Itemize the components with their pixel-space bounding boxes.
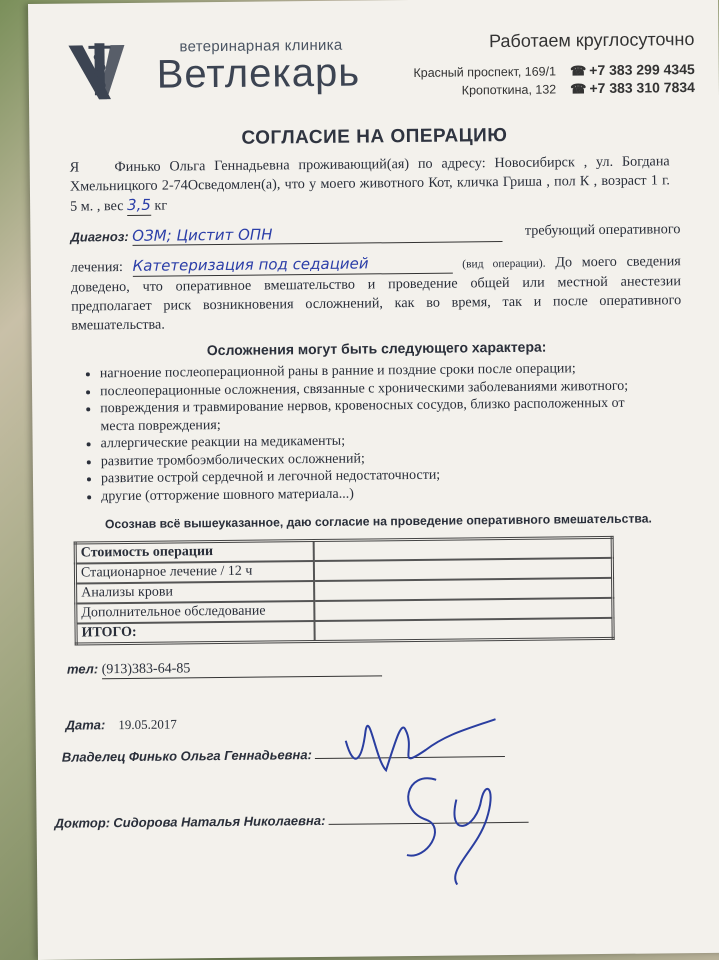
text: Я: [69, 159, 80, 176]
date-label: Дата:: [65, 717, 106, 733]
treatment-paragraph: [71, 251, 682, 335]
text: пол: [553, 173, 576, 190]
date-line: [65, 716, 176, 733]
phone-2: [570, 79, 695, 97]
phone-label: тел:: [66, 661, 99, 677]
owner-name: Финько Ольга Геннадьевна:: [128, 747, 312, 764]
risk-text: До моего сведения доведено, что оперативное вмешательство и проведение общей или местной анестезии предполагает риск возникновения осложнений, как во время, так и после оперативного вмешательства.: [70, 253, 682, 334]
owner-name-field: Финько Ольга Геннадьевна: [114, 157, 290, 176]
telephone-icon: ☎: [569, 63, 587, 79]
table-cell: Дополнительное обследование: [76, 601, 315, 623]
address-text: Кропоткина, 132: [461, 81, 557, 97]
list-item: • развитие тромбоэмболических осложнений;: [101, 447, 661, 470]
clinic-address-2: [462, 79, 695, 98]
complications-title: Осложнения могут быть следующего характера:: [206, 338, 547, 359]
table-cell: [314, 618, 613, 642]
address-field: Новосибирск , ул. Богдана Хмельницкого 2-74: [69, 153, 670, 195]
list-item: • развитие острой сердечной и легочной недостаточности;: [101, 464, 661, 487]
diagnosis-line: [70, 221, 680, 246]
phone-field: (913)383-64-85: [102, 659, 382, 679]
cost-table: [74, 536, 615, 646]
telephone-icon: ☎: [570, 81, 587, 97]
list-item: • повреждения и травмирование нервов, кровеносных сосудов, близко расположенных от места повреждения;: [100, 394, 660, 435]
table-cell: Стоимость операции: [75, 541, 314, 564]
operation-type-field: Катетеризация под седацией: [132, 254, 452, 277]
clinic-address-1: [413, 61, 694, 81]
date-field: 19.05.2017: [118, 716, 177, 733]
diagnosis-label: Диагноз:: [70, 228, 129, 245]
phone-number: +7 383 299 4345: [589, 61, 695, 79]
clinic-subtitle: ветеринарная клиника: [179, 36, 343, 56]
table-cell: Стационарное лечение / 12 ч: [75, 561, 314, 583]
list-item: • послеоперационные осложнения, связанные с хроническими заболеваниями животного;: [100, 377, 660, 400]
text: проживающий(ая) по адресу:: [298, 155, 486, 174]
text: кличка: [456, 174, 499, 191]
clinic-name: Ветлекарь: [156, 50, 361, 97]
phone-line: [67, 658, 382, 679]
table-cell: ИТОГО:: [76, 621, 315, 644]
animal-field: Кот,: [428, 174, 453, 191]
clinic-logo-icon: [64, 37, 155, 108]
list-item: • аллергические реакции на медикаменты;: [101, 429, 661, 452]
doctor-label: Доктор:: [54, 815, 111, 831]
age-field: 1 г. 5 м. ,: [70, 172, 670, 215]
consent-paragraph: [70, 152, 671, 216]
doctor-signature-icon: [386, 759, 507, 890]
operation-type-label: (вид операции).: [462, 257, 546, 271]
table-cell: Анализы крови: [76, 581, 315, 603]
consent-form-sheet: [28, 0, 719, 960]
document-title: СОГЛАСИЕ НА ОПЕРАЦИЮ: [241, 124, 508, 149]
working-hours: Работаем круглосуточно: [488, 29, 695, 52]
text: вес: [103, 198, 124, 215]
text: возраст: [601, 172, 647, 190]
complications-list: [84, 359, 661, 505]
phone-number: +7 383 310 7834: [589, 79, 695, 97]
address-text: Красный проспект, 169/1: [413, 63, 557, 80]
weight-field: 3,5: [126, 195, 151, 214]
nickname-field: Гриша ,: [502, 173, 550, 191]
doctor-name: Сидорова Наталья Николаевна:: [113, 812, 326, 831]
owner-label: Владелец: [61, 749, 126, 765]
text: требующий оперативного: [524, 221, 681, 239]
text: лечения:: [70, 259, 123, 276]
list-item: • нагноение послеоперационной раны в ранние и поздние сроки после операции;: [100, 359, 660, 382]
list-item: • другие (отторжение шовного материала...): [101, 482, 661, 505]
text: Осведомлен(а), что у моего животного: [187, 174, 425, 194]
clinic-header: [64, 25, 695, 122]
text: кг: [154, 197, 168, 214]
agreement-statement: Осознав всё вышеуказанное, даю согласие на проведение оперативного вмешательства.: [104, 511, 652, 532]
phone-1: [570, 61, 695, 79]
table-row: [76, 618, 613, 644]
diagnosis-field: ОЗМ; Цистит ОПН: [132, 223, 502, 246]
sex-field: К ,: [579, 173, 598, 190]
